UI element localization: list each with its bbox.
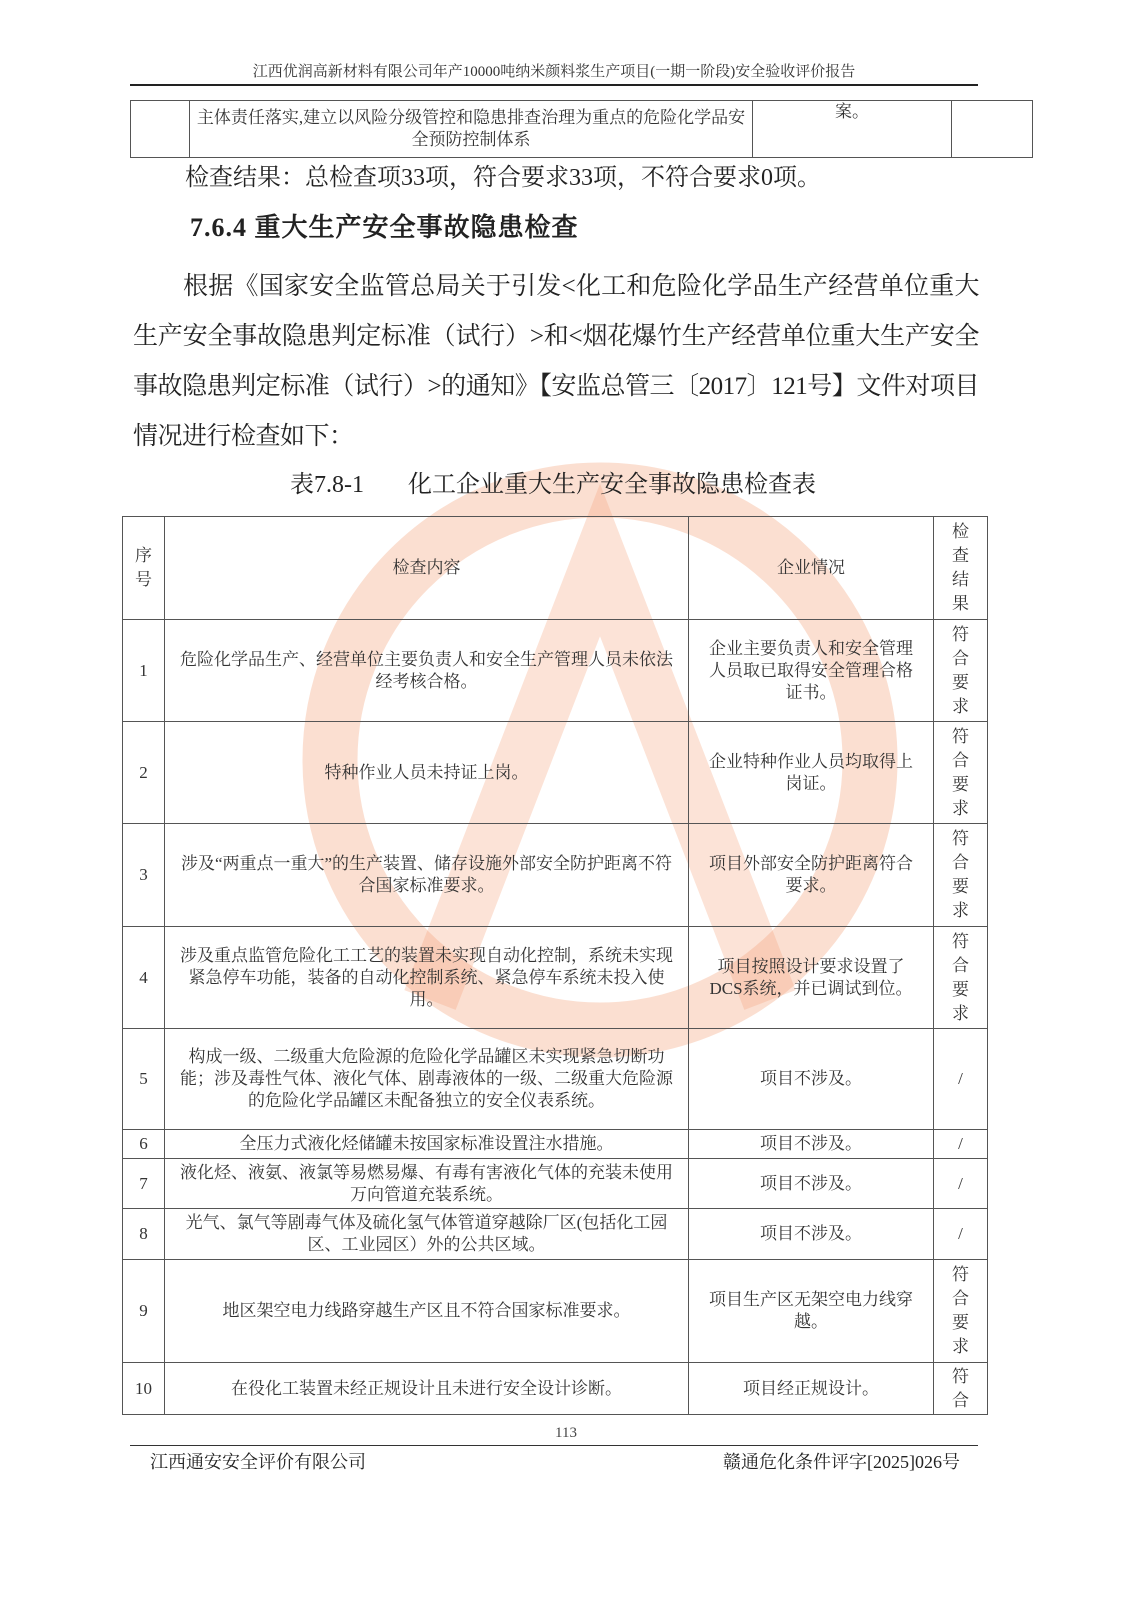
check-result — [934, 1363, 988, 1415]
table-row — [123, 1159, 988, 1209]
enterprise-situation: 项目按照设计要求设置了DCS系统，并已调试到位。 — [689, 927, 934, 1029]
table-cell — [131, 101, 190, 158]
check-result: / — [934, 1209, 988, 1260]
check-content: 地区架空电力线路穿越生产区且不符合国家标准要求。 — [165, 1260, 689, 1363]
running-header: 江西优润高新材料有限公司年产10000吨纳米颜料浆生产项目(一期一阶段)安全验收评价报告 — [252, 64, 856, 80]
check-result-text: 符合要求 — [952, 829, 969, 920]
row-number: 6 — [123, 1130, 165, 1159]
check-result-summary: 检查结果：总检查项33项，符合要求33项，不符合要求0项。 — [185, 165, 821, 191]
header-seq-text: 序号 — [135, 546, 152, 589]
check-result-text: 符合 — [952, 1366, 969, 1410]
enterprise-situation: 项目外部安全防护距离符合要求。 — [689, 824, 934, 927]
row-number: 4 — [123, 927, 165, 1029]
table-header-row — [123, 517, 988, 620]
table-row — [123, 1260, 988, 1363]
page-body — [0, 160, 1132, 1474]
check-result-text: 符合要求 — [952, 1265, 969, 1356]
header-result — [934, 517, 988, 620]
check-result — [934, 620, 988, 722]
check-content: 全压力式液化烃储罐未按国家标准设置注水措施。 — [165, 1130, 689, 1159]
enterprise-situation: 项目不涉及。 — [689, 1130, 934, 1159]
check-result-text: 符合要求 — [952, 726, 969, 818]
enterprise-situation: 项目不涉及。 — [689, 1159, 934, 1209]
table-row — [123, 1130, 988, 1159]
header-situation: 企业情况 — [689, 517, 934, 620]
table-title: 化工企业重大生产安全事故隐患检查表 — [408, 472, 816, 498]
check-content: 在役化工装置未经正规设计且未进行安全设计诊断。 — [165, 1363, 689, 1415]
header-content: 检查内容 — [165, 517, 689, 620]
header-seq — [123, 517, 165, 620]
check-result — [934, 722, 988, 824]
footer-company: 江西通安安全评价有限公司 — [150, 1452, 366, 1472]
body-paragraph: 根据《国家安全监管总局关于引发<化工和危险化学品生产经营单位重大生产安全事故隐患判定标准（试行）>和<烟花爆竹生产经营单位重大生产安全事故隐患判定标准（试行）>的通知》【安监总管三〔2017〕121号】文件对项目情况进行检查如下： — [133, 273, 979, 450]
check-result — [934, 824, 988, 927]
section-heading: 7.6.4 重大生产安全事故隐患检查 — [190, 213, 579, 242]
table-row — [123, 1029, 988, 1130]
check-result: / — [934, 1159, 988, 1209]
row-number: 5 — [123, 1029, 165, 1130]
hazard-check-table — [122, 516, 988, 1415]
header-result-text: 检查结果 — [952, 522, 969, 613]
page-number: 113 — [555, 1425, 577, 1441]
table-row — [123, 1209, 988, 1260]
row-number: 9 — [123, 1260, 165, 1363]
check-result: / — [934, 1029, 988, 1130]
table-number: 表7.8-1 — [290, 472, 364, 498]
enterprise-situation: 项目生产区无架空电力线穿越。 — [689, 1260, 934, 1363]
table-row — [123, 1363, 988, 1415]
table-cell — [952, 101, 1033, 158]
check-content: 液化烃、液氨、液氯等易燃易爆、有毒有害液化气体的充装未使用万向管道充装系统。 — [165, 1159, 689, 1209]
check-content: 涉及“两重点一重大”的生产装置、储存设施外部安全防护距离不符合国家标准要求。 — [165, 824, 689, 927]
enterprise-situation: 项目不涉及。 — [689, 1209, 934, 1260]
check-result-text: 符合要求 — [952, 624, 969, 716]
check-content: 特种作业人员未持证上岗。 — [165, 722, 689, 824]
header-divider — [130, 84, 978, 86]
check-content: 涉及重点监管危险化工工艺的装置未实现自动化控制，系统未实现紧急停车功能，装备的自动化控制系统、紧急停车系统未投入使用。 — [165, 927, 689, 1029]
row-number: 8 — [123, 1209, 165, 1260]
row-number: 2 — [123, 722, 165, 824]
row-number: 10 — [123, 1363, 165, 1415]
enterprise-situation: 项目不涉及。 — [689, 1029, 934, 1130]
table-row — [123, 620, 988, 722]
row-number: 3 — [123, 824, 165, 927]
table-row — [123, 824, 988, 927]
check-content: 构成一级、二级重大危险源的危险化学品罐区未实现紧急切断功能；涉及毒性气体、液化气体、剧毒液体的一级、二级重大危险源的危险化学品罐区未配备独立的安全仪表系统。 — [165, 1029, 689, 1130]
footer — [130, 1446, 978, 1474]
continued-table — [130, 100, 1033, 158]
enterprise-situation: 企业特种作业人员均取得上岗证。 — [689, 722, 934, 824]
table-row — [123, 927, 988, 1029]
row-number: 7 — [123, 1159, 165, 1209]
check-result — [934, 1260, 988, 1363]
footer-doc-number: 赣通危化条件评字[2025]026号 — [723, 1452, 960, 1472]
table-row — [123, 722, 988, 824]
check-content: 危险化学品生产、经营单位主要负责人和安全生产管理人员未依法经考核合格。 — [165, 620, 689, 722]
enterprise-situation: 企业主要负责人和安全管理人员取已取得安全管理合格证书。 — [689, 620, 934, 722]
check-result: / — [934, 1130, 988, 1159]
row-number: 1 — [123, 620, 165, 722]
check-result-text: 符合要求 — [952, 931, 969, 1023]
check-result — [934, 927, 988, 1029]
table-row — [131, 101, 1033, 158]
table-caption — [290, 468, 1132, 502]
table-cell: 主体责任落实,建立以风险分级管控和隐患排查治理为重点的危险化学品安全预防控制体系 — [190, 101, 753, 158]
enterprise-situation: 项目经正规设计。 — [689, 1363, 934, 1415]
table-cell: 案。 — [753, 101, 952, 158]
check-content: 光气、氯气等剧毒气体及硫化氢气体管道穿越除厂区(包括化工园区、工业园区）外的公共区域。 — [165, 1209, 689, 1260]
